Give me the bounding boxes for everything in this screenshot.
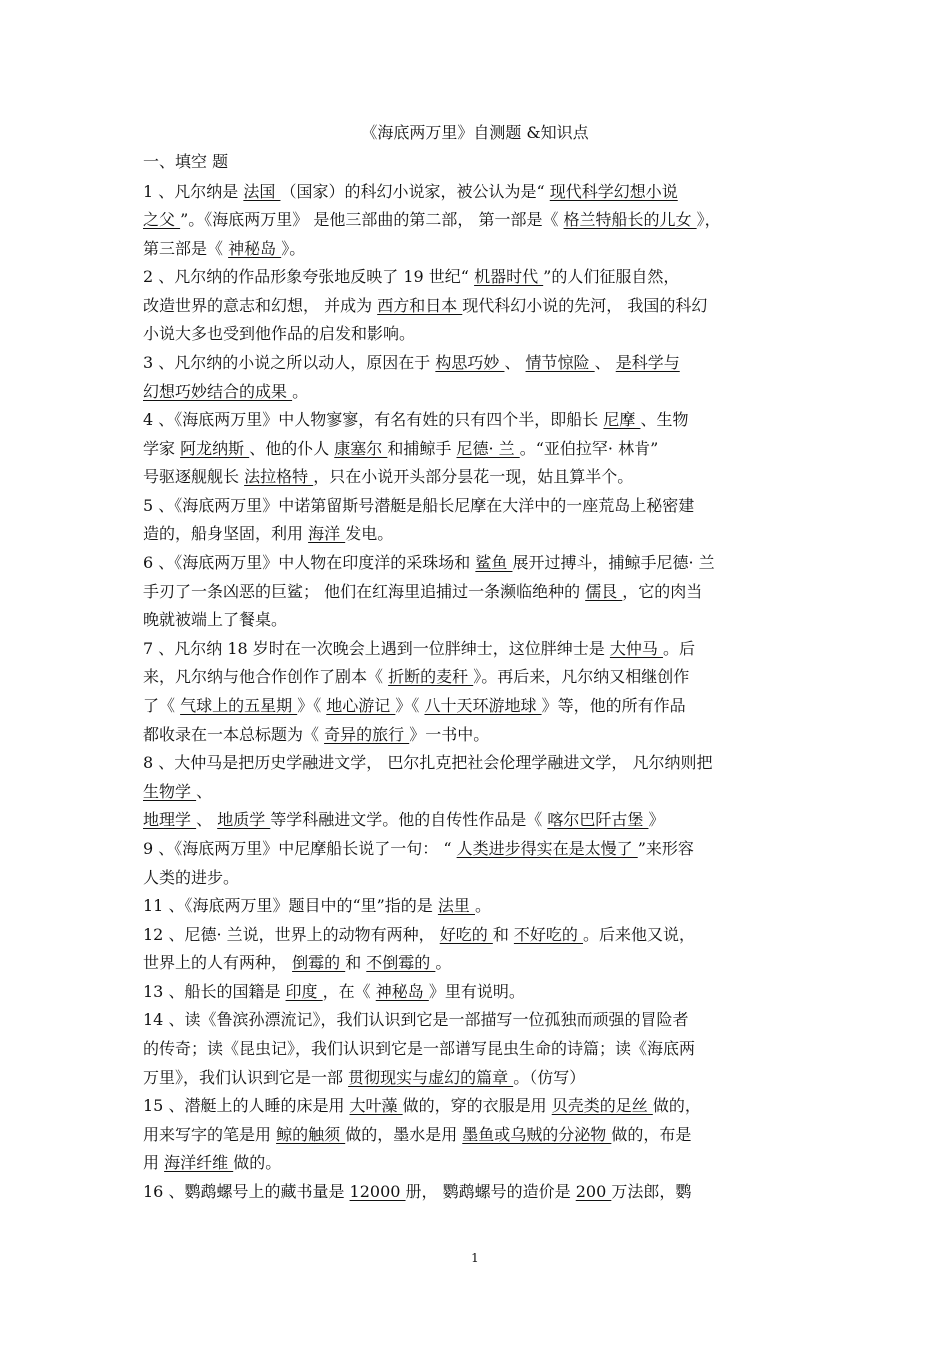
text-line	[143, 322, 415, 346]
text-segment: 来，凡尔纳与他合作创作了剧本《	[143, 667, 389, 686]
answer-blank: 是科学与	[615, 353, 680, 372]
text-segment: 改造世界的意志和幻想， 并成为	[143, 296, 378, 315]
text-segment: ”。《海底两万里》 是他三部曲的第二部， 第一部是《	[180, 210, 564, 229]
text-line	[143, 580, 702, 604]
answer-blank: 地理学	[143, 810, 197, 829]
answer-blank: 情节惊险	[525, 353, 595, 372]
text-line	[143, 237, 305, 261]
text-segment: 》	[648, 810, 665, 829]
text-segment: 4 、《海底两万里》中人物寥寥，有名有姓的只有四个半，即船长	[143, 410, 604, 429]
answer-blank: 西方和日本	[377, 296, 463, 315]
text-segment: 和	[492, 925, 514, 944]
text-line	[143, 380, 308, 404]
text-segment: 2 、凡尔纳的作品形象夸张地反映了 19 世纪“	[143, 267, 475, 286]
answer-blank: 法拉格特	[244, 467, 314, 486]
text-line	[143, 894, 491, 918]
text-segment: 展开过搏斗，捕鲸手尼德· 兰	[512, 553, 715, 572]
answer-blank: 倒霉的	[292, 953, 346, 972]
answer-blank: 机器时代	[474, 267, 544, 286]
text-segment: 。后来他又说，	[583, 925, 696, 944]
answer-blank: 鲸的触须	[276, 1125, 346, 1144]
text-segment: 9 、《海底两万里》中尼摩船长说了一句： “	[143, 839, 457, 858]
text-segment: 3 、凡尔纳的小说之所以动人，原因在于	[143, 353, 436, 372]
text-segment: 。（仿写）	[513, 1068, 586, 1087]
text-segment: 小说大多也受到他作品的启发和影响。	[143, 324, 416, 343]
answer-blank: 好吃的	[439, 925, 493, 944]
answer-blank: 不倒霉的	[366, 953, 436, 972]
text-line	[143, 408, 688, 432]
answer-blank: 鲨鱼	[475, 553, 513, 572]
answer-blank: 现代科学幻想小说	[549, 182, 678, 201]
text-segment: 和	[345, 953, 367, 972]
text-line	[143, 923, 695, 947]
text-segment: 15 、潜艇上的人睡的床是用	[143, 1096, 350, 1115]
text-line	[143, 837, 694, 861]
text-segment: ，它的肉当	[622, 582, 703, 601]
text-segment: 做的，穿的衣服是用	[402, 1096, 552, 1115]
text-segment: 号驱逐舰舰长	[143, 467, 245, 486]
text-segment: 14 、读《鲁滨孙漂流记》，我们认识到它是一部描写一位孤独而顽强的冒险者	[143, 1010, 689, 1029]
answer-blank: 康塞尔	[334, 439, 388, 458]
text-segment: 1 、凡尔纳是	[143, 182, 244, 201]
text-segment: 7 、凡尔纳 18 岁时在一次晚会上遇到一位胖绅士，这位胖绅士是	[143, 639, 610, 658]
answer-blank: 神秘岛	[228, 239, 282, 258]
text-segment: ”来形容	[637, 839, 694, 858]
text-segment: ，在《	[322, 982, 376, 1001]
text-segment: 》，	[696, 210, 721, 229]
text-segment: 、	[196, 810, 218, 829]
text-segment: 人类的进步。	[143, 868, 240, 887]
text-line	[143, 1008, 688, 1032]
text-line	[143, 808, 664, 832]
answer-blank: 格兰特船长的儿女	[563, 210, 697, 229]
text-segment: 。	[292, 382, 309, 401]
text-segment: ，只在小说开头部分昙花一现，姑且算半个。	[313, 467, 634, 486]
text-line	[143, 551, 715, 575]
text-line	[143, 1180, 691, 1204]
text-segment: 学家	[143, 439, 181, 458]
text-segment: （国家）的科幻小说家，被公认为是“	[280, 182, 550, 201]
text-segment: 、他的仆人	[249, 439, 335, 458]
answer-blank: 墨鱼或乌贼的分泌物	[462, 1125, 612, 1144]
section-heading: 一、填空 题	[143, 152, 229, 171]
text-segment: 晚就被端上了餐桌。	[143, 610, 288, 629]
page-number: 1	[471, 1251, 479, 1265]
answer-blank: 法里	[437, 896, 475, 915]
text-segment: 11 、《海底两万里》题目中的“里”指的是	[143, 896, 438, 915]
text-line	[143, 465, 633, 489]
text-segment: 做的，布是	[611, 1125, 692, 1144]
text-segment: 等学科融进文学。他的自传性作品是《	[270, 810, 548, 829]
text-segment: 、生物	[640, 410, 689, 429]
text-line	[143, 1151, 281, 1175]
answer-blank: 海洋	[308, 524, 346, 543]
answer-blank: 阿龙纳斯	[180, 439, 250, 458]
answer-blank: 地心游记	[326, 696, 396, 715]
text-line	[143, 265, 679, 289]
text-line	[143, 522, 393, 546]
text-line	[143, 294, 707, 318]
text-line	[143, 494, 694, 518]
answer-blank: 幻想巧妙结合的成果	[143, 382, 293, 401]
text-line	[143, 1066, 585, 1090]
text-segment: 。“亚伯拉罕· 林肯”	[519, 439, 659, 458]
text-segment: 16 、鹦鹉螺号上的藏书量是	[143, 1182, 350, 1201]
text-segment: 》《	[395, 696, 425, 715]
text-line	[143, 751, 712, 775]
text-line	[143, 780, 212, 804]
text-segment: 》。再后来，凡尔纳又相继创作	[473, 667, 690, 686]
text-segment: 12 、尼德· 兰说，世界上的动物有两种，	[143, 925, 440, 944]
text-line	[143, 180, 678, 204]
answer-blank: 12000	[349, 1182, 406, 1201]
answer-blank: 大仲马	[609, 639, 663, 658]
text-segment: 6 、《海底两万里》中人物在印度洋的采珠场和	[143, 553, 476, 572]
answer-blank: 八十天环游地球	[424, 696, 542, 715]
answer-blank: 尼摩	[603, 410, 641, 429]
text-segment: 》一书中。	[409, 725, 490, 744]
text-segment: 手刃了一条凶恶的巨鲨； 他们在红海里追捕过一条濒临绝种的	[143, 582, 586, 601]
text-segment: 8 、大仲马是把历史学融进文学， 巴尔扎克把社会伦理学融进文学， 凡尔纳则把	[143, 753, 713, 772]
answer-blank: 贯彻现实与虚幻的篇章	[348, 1068, 514, 1087]
answer-blank: 奇异的旅行	[324, 725, 410, 744]
text-line	[143, 951, 451, 975]
answer-blank: 儒艮	[585, 582, 623, 601]
answer-blank: 喀尔巴阡古堡	[547, 810, 649, 829]
text-segment: 万里》，我们认识到它是一部	[143, 1068, 349, 1087]
text-segment: 用来写字的笔是用	[143, 1125, 277, 1144]
text-segment: 造的，船身坚固，利用	[143, 524, 309, 543]
text-segment: 做的，墨水是用	[345, 1125, 463, 1144]
answer-blank: 构思巧妙	[435, 353, 505, 372]
text-segment: 、	[504, 353, 526, 372]
answer-blank: 尼德· 兰	[456, 439, 520, 458]
answer-blank: 200	[575, 1182, 612, 1201]
answer-blank: 生物学	[143, 782, 197, 801]
text-segment: 。	[475, 896, 492, 915]
text-segment: 》里有说明。	[428, 982, 525, 1001]
text-segment: 现代科幻小说的先河， 我国的科幻	[462, 296, 708, 315]
text-line	[143, 694, 686, 718]
answer-blank: 地质学	[217, 810, 271, 829]
text-segment: 、	[196, 782, 213, 801]
answer-blank: 大叶藻	[349, 1096, 403, 1115]
text-segment: 第三部是《	[143, 239, 229, 258]
page-title: 《海底两万里》自测题 &知识点	[361, 123, 589, 142]
text-segment: 5 、《海底两万里》中诺第留斯号潜艇是船长尼摩在大洋中的一座荒岛上秘密建	[143, 496, 695, 515]
text-segment: 13 、船长的国籍是	[143, 982, 286, 1001]
text-segment: 、	[594, 353, 616, 372]
answer-blank: 人类进步得实在是太慢了	[456, 839, 638, 858]
text-segment: 世界上的人有两种，	[143, 953, 293, 972]
answer-blank: 印度	[285, 982, 323, 1001]
text-segment: 册， 鹦鹉螺号的造价是	[405, 1182, 576, 1201]
text-segment: 做的。	[233, 1153, 282, 1172]
text-line	[143, 980, 525, 1004]
answer-blank: 气球上的五星期	[180, 696, 298, 715]
text-segment: 。后	[662, 639, 695, 658]
text-line	[143, 637, 695, 661]
text-line	[143, 1037, 695, 1061]
text-segment: 。	[435, 953, 452, 972]
text-segment: 做的，	[652, 1096, 701, 1115]
text-segment: 了《	[143, 696, 181, 715]
text-segment: 》。	[281, 239, 306, 258]
text-line	[143, 437, 658, 461]
answer-blank: 折断的麦秆	[388, 667, 474, 686]
text-segment: 都收录在一本总标题为《	[143, 725, 325, 744]
answer-blank: 不好吃的	[513, 925, 583, 944]
answer-blank: 贝壳类的足丝	[551, 1096, 653, 1115]
text-line	[143, 723, 489, 747]
text-line	[143, 866, 239, 890]
answer-blank: 之父	[143, 210, 181, 229]
text-segment: 》等，他的所有作品	[541, 696, 686, 715]
text-segment: 用	[143, 1153, 165, 1172]
text-segment: 发电。	[345, 524, 394, 543]
text-line	[143, 351, 680, 375]
text-line	[143, 608, 287, 632]
answer-blank: 法国	[243, 182, 281, 201]
text-line	[143, 1094, 701, 1118]
answer-blank: 神秘岛	[375, 982, 429, 1001]
text-segment: 的传奇；读《昆虫记》，我们认识到它是一部谱写昆虫生命的诗篇；读《海底两	[143, 1039, 696, 1058]
answer-blank: 海洋纤维	[164, 1153, 234, 1172]
text-segment: 和捕鲸手	[387, 439, 457, 458]
text-line	[143, 665, 689, 689]
text-segment: 》《	[297, 696, 327, 715]
text-line	[143, 208, 721, 232]
text-segment: ”的人们征服自然，	[543, 267, 680, 286]
text-line	[143, 1123, 691, 1147]
text-segment: 万法郎，鹦	[611, 1182, 692, 1201]
